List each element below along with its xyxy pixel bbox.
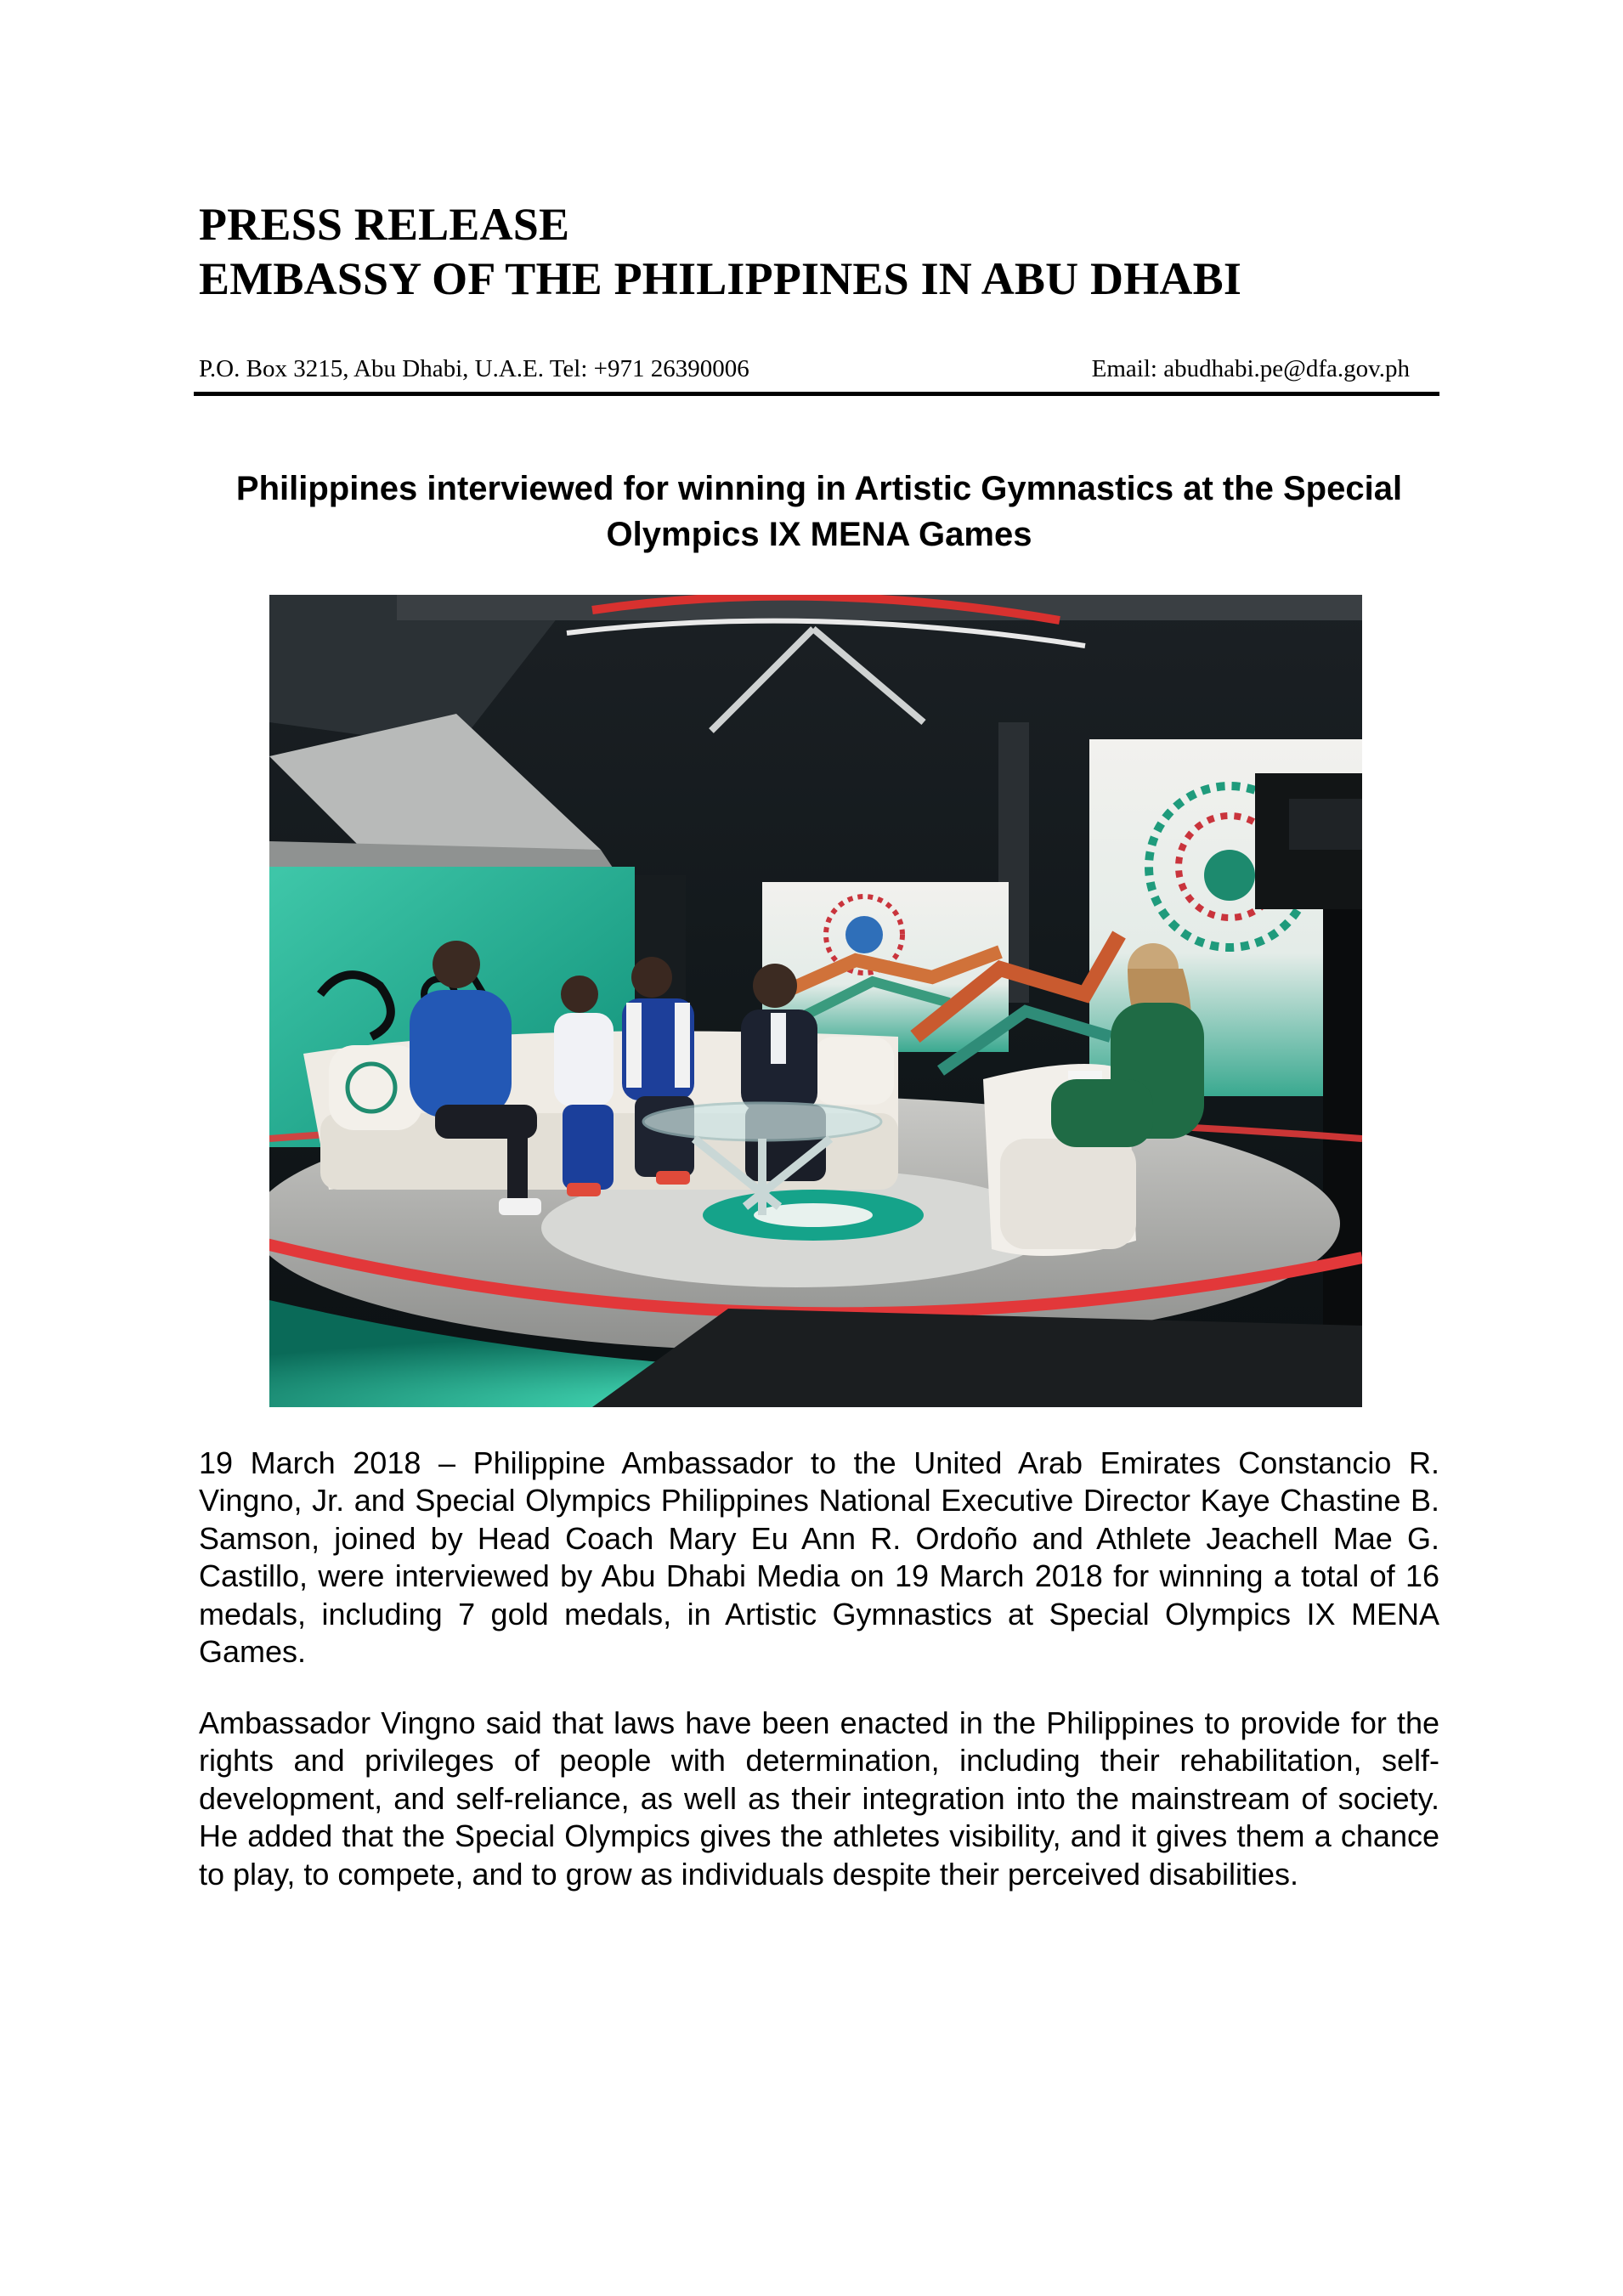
- letterhead: [199, 197, 1439, 306]
- paragraph-2: Ambassador Vingno said that laws have been enacted in the Philippines to provide for the rights and privileges of people with determination, including their rehabilitation, self-development, and self-reliance, as well as their integration into the mainstream of society. He added that the Special Olympics gives the athletes visibility, and it gives them a chance to play, to compete, and to grow as individuals despite their perceived disabilities.: [199, 1705, 1439, 1892]
- tv-studio-interview-photo: [269, 595, 1362, 1407]
- email-text: Email: abudhabi.pe@dfa.gov.ph: [1091, 355, 1410, 382]
- embassy-heading: EMBASSY OF THE PHILIPPINES IN ABU DHABI: [199, 253, 1242, 304]
- paragraph-1: 19 March 2018 – Philippine Ambassador to the United Arab Emirates Constancio R. Vingno, Jr. and Special Olympics Philippines National Executive Director Kaye Chastine B. Samson, joined by Head Coach Mary Eu Ann R. Ordoño and Athlete Jeachell Mae G. Castillo, were interviewed by Abu Dhabi Media on 19 March 2018 for winning a total of 16 medals, including 7 gold medals, in Artistic Gymnastics at Special Olympics IX MENA Games.: [199, 1445, 1439, 1670]
- article-title: Philippines interviewed for winning in Artistic Gymnastics at the Special Olympics IX MENA Games: [235, 470, 1403, 553]
- contact-line: [199, 353, 1439, 384]
- address-text: P.O. Box 3215, Abu Dhabi, U.A.E. Tel: +971 26390006: [199, 355, 749, 382]
- header-divider: [194, 392, 1439, 396]
- press-release-heading: PRESS RELEASE: [199, 199, 570, 250]
